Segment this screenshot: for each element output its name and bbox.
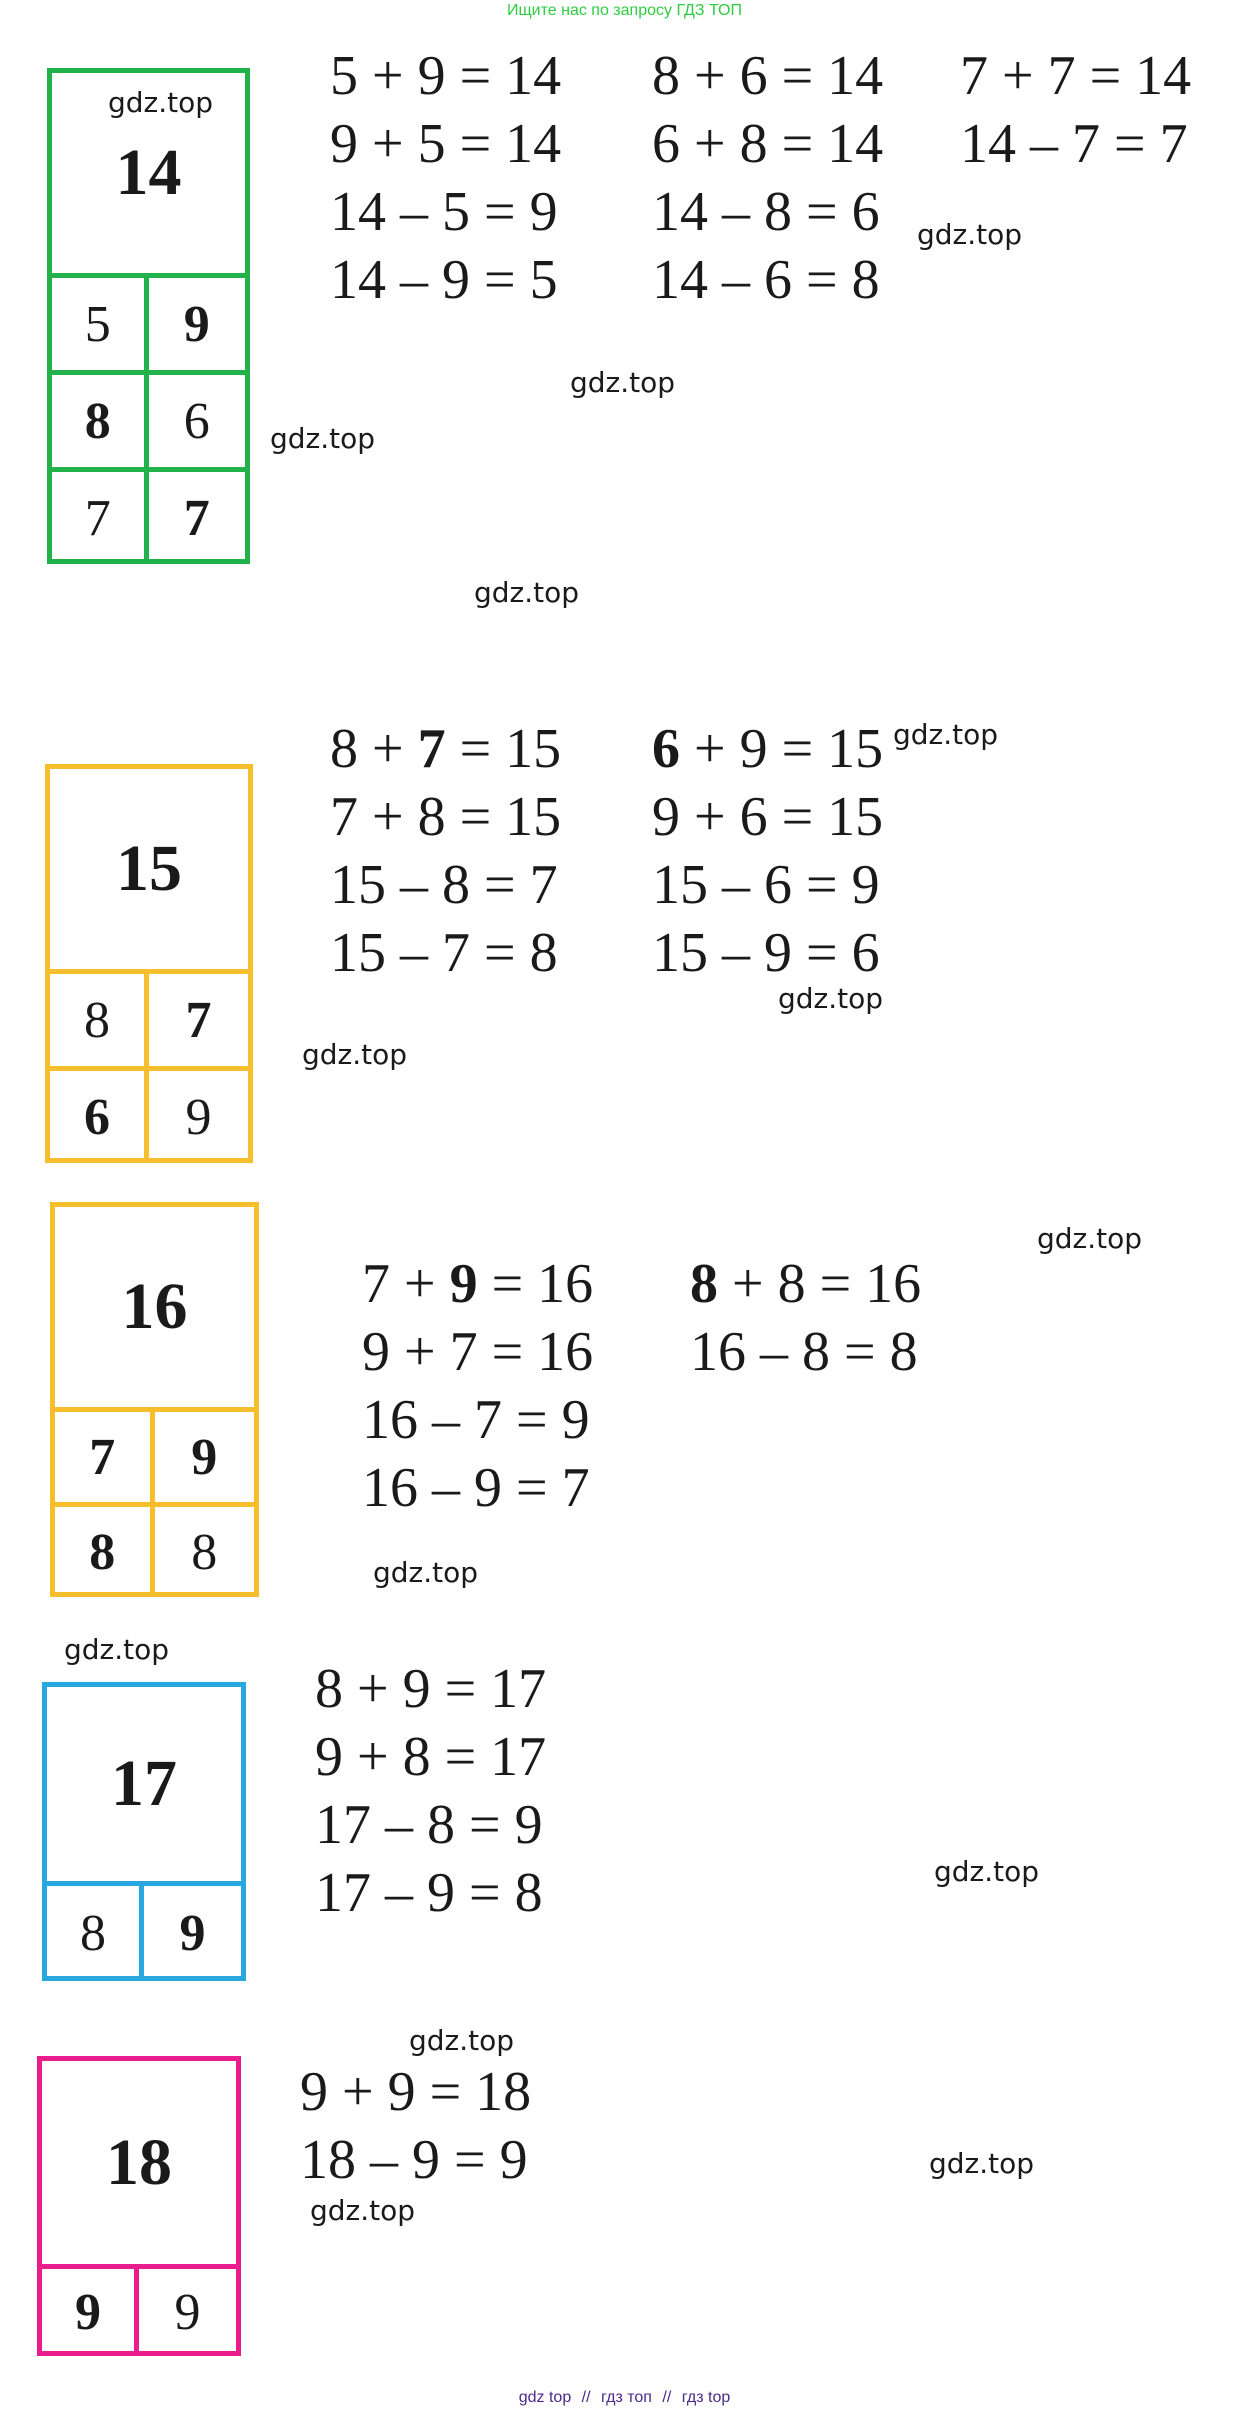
equation: 16 – 9 = 7 xyxy=(362,1457,590,1519)
house-row xyxy=(50,974,248,1071)
equation: 9 + 5 = 14 xyxy=(330,113,562,175)
footer-note xyxy=(0,2387,1249,2409)
equation: 14 – 9 = 5 xyxy=(330,249,558,311)
footer-part[interactable]: gdz top xyxy=(518,2389,572,2406)
house-cell: 7 xyxy=(183,489,210,547)
equation: 15 – 8 = 7 xyxy=(330,854,558,916)
watermark-text: gdz.top xyxy=(373,1556,479,1589)
equation: 5 + 9 = 14 xyxy=(330,45,562,107)
house-cell: 9 xyxy=(174,2284,201,2341)
house-row xyxy=(50,1071,248,1163)
equation: 8 + 6 = 14 xyxy=(652,45,884,107)
equation: 16 – 7 = 9 xyxy=(362,1389,590,1451)
house-roof-number: 14 xyxy=(52,73,245,278)
watermark-text: gdz.top xyxy=(778,982,884,1015)
house-roof-number: 15 xyxy=(50,769,248,974)
house-cell: 9 xyxy=(191,1428,218,1486)
equation: 6 + 9 = 15 xyxy=(652,718,884,780)
house-cell: 8 xyxy=(47,1886,144,1981)
number-house xyxy=(45,764,253,1163)
house-cell: 6 xyxy=(183,392,210,450)
house-row xyxy=(52,375,245,472)
house-roof-number: 17 xyxy=(47,1687,241,1886)
watermark-text: gdz.top xyxy=(1037,1222,1143,1255)
equation: 14 – 8 = 6 xyxy=(652,181,880,243)
house-row xyxy=(42,2269,236,2356)
watermark-text: gdz.top xyxy=(917,218,1023,251)
watermark-text: gdz.top xyxy=(934,1855,1040,1888)
watermark-text: gdz.top xyxy=(474,576,580,609)
equation: 15 – 7 = 8 xyxy=(330,922,558,984)
number-house xyxy=(37,2056,241,2356)
watermark-text: gdz.top xyxy=(570,366,676,399)
equation: 7 + 8 = 15 xyxy=(330,786,562,848)
house-row xyxy=(55,1412,254,1507)
house-cell: 9 xyxy=(179,1905,206,1962)
number-house xyxy=(47,68,250,564)
house-cell: 8 xyxy=(52,375,149,467)
equation: 18 – 9 = 9 xyxy=(300,2129,528,2191)
house-cell: 7 xyxy=(52,472,149,564)
equation: 8 + 9 = 17 xyxy=(315,1658,547,1720)
watermark-text: gdz.top xyxy=(310,2194,416,2227)
house-cell: 5 xyxy=(52,278,149,370)
equation: 14 – 7 = 7 xyxy=(960,113,1188,175)
equation: 6 + 8 = 14 xyxy=(652,113,884,175)
house-cell: 9 xyxy=(183,295,210,353)
equation: 8 + 8 = 16 xyxy=(690,1253,922,1315)
equation: 14 – 6 = 8 xyxy=(652,249,880,311)
equation: 15 – 9 = 6 xyxy=(652,922,880,984)
equation: 14 – 5 = 9 xyxy=(330,181,558,243)
watermark-text: gdz.top xyxy=(270,422,376,455)
house-cell: 8 xyxy=(191,1523,218,1581)
equation: 7 + 7 = 14 xyxy=(960,45,1192,107)
equation: 7 + 9 = 16 xyxy=(362,1253,594,1315)
house-row xyxy=(55,1507,254,1597)
house-cell: 9 xyxy=(185,1088,212,1146)
house-cell: 6 xyxy=(50,1071,149,1163)
equation: 9 + 9 = 18 xyxy=(300,2061,532,2123)
watermark-text: gdz.top xyxy=(108,86,214,119)
watermark-text: gdz.top xyxy=(302,1038,408,1071)
header-note: Ищите нас по запросу ГДЗ ТОП xyxy=(507,2,742,19)
equation: 16 – 8 = 8 xyxy=(690,1321,918,1383)
equation: 9 + 8 = 17 xyxy=(315,1726,547,1788)
footer-separator: // xyxy=(581,2389,591,2406)
equation: 8 + 7 = 15 xyxy=(330,718,562,780)
watermark-text: gdz.top xyxy=(409,2024,515,2057)
watermark-text: gdz.top xyxy=(893,718,999,751)
house-cell: 8 xyxy=(50,974,149,1066)
watermark-text: gdz.top xyxy=(64,1633,170,1666)
house-roof-number: 16 xyxy=(55,1207,254,1412)
footer-part[interactable]: гдз top xyxy=(681,2389,731,2406)
equation: 9 + 6 = 15 xyxy=(652,786,884,848)
footer-separator: // xyxy=(662,2389,672,2406)
equation: 17 – 8 = 9 xyxy=(315,1794,543,1856)
watermark-text: gdz.top xyxy=(929,2147,1035,2180)
house-cell: 7 xyxy=(185,991,212,1049)
house-cell: 7 xyxy=(55,1412,155,1502)
house-row xyxy=(52,472,245,564)
house-cell: 9 xyxy=(42,2269,139,2356)
house-row xyxy=(47,1886,241,1981)
house-roof-number: 18 xyxy=(42,2061,236,2269)
house-row xyxy=(52,278,245,375)
house-cell: 8 xyxy=(55,1507,155,1597)
footer-part[interactable]: гдз топ xyxy=(601,2389,652,2406)
number-house xyxy=(42,1682,246,1981)
equation: 15 – 6 = 9 xyxy=(652,854,880,916)
equation: 17 – 9 = 8 xyxy=(315,1862,543,1924)
number-house xyxy=(50,1202,259,1597)
equation: 9 + 7 = 16 xyxy=(362,1321,594,1383)
